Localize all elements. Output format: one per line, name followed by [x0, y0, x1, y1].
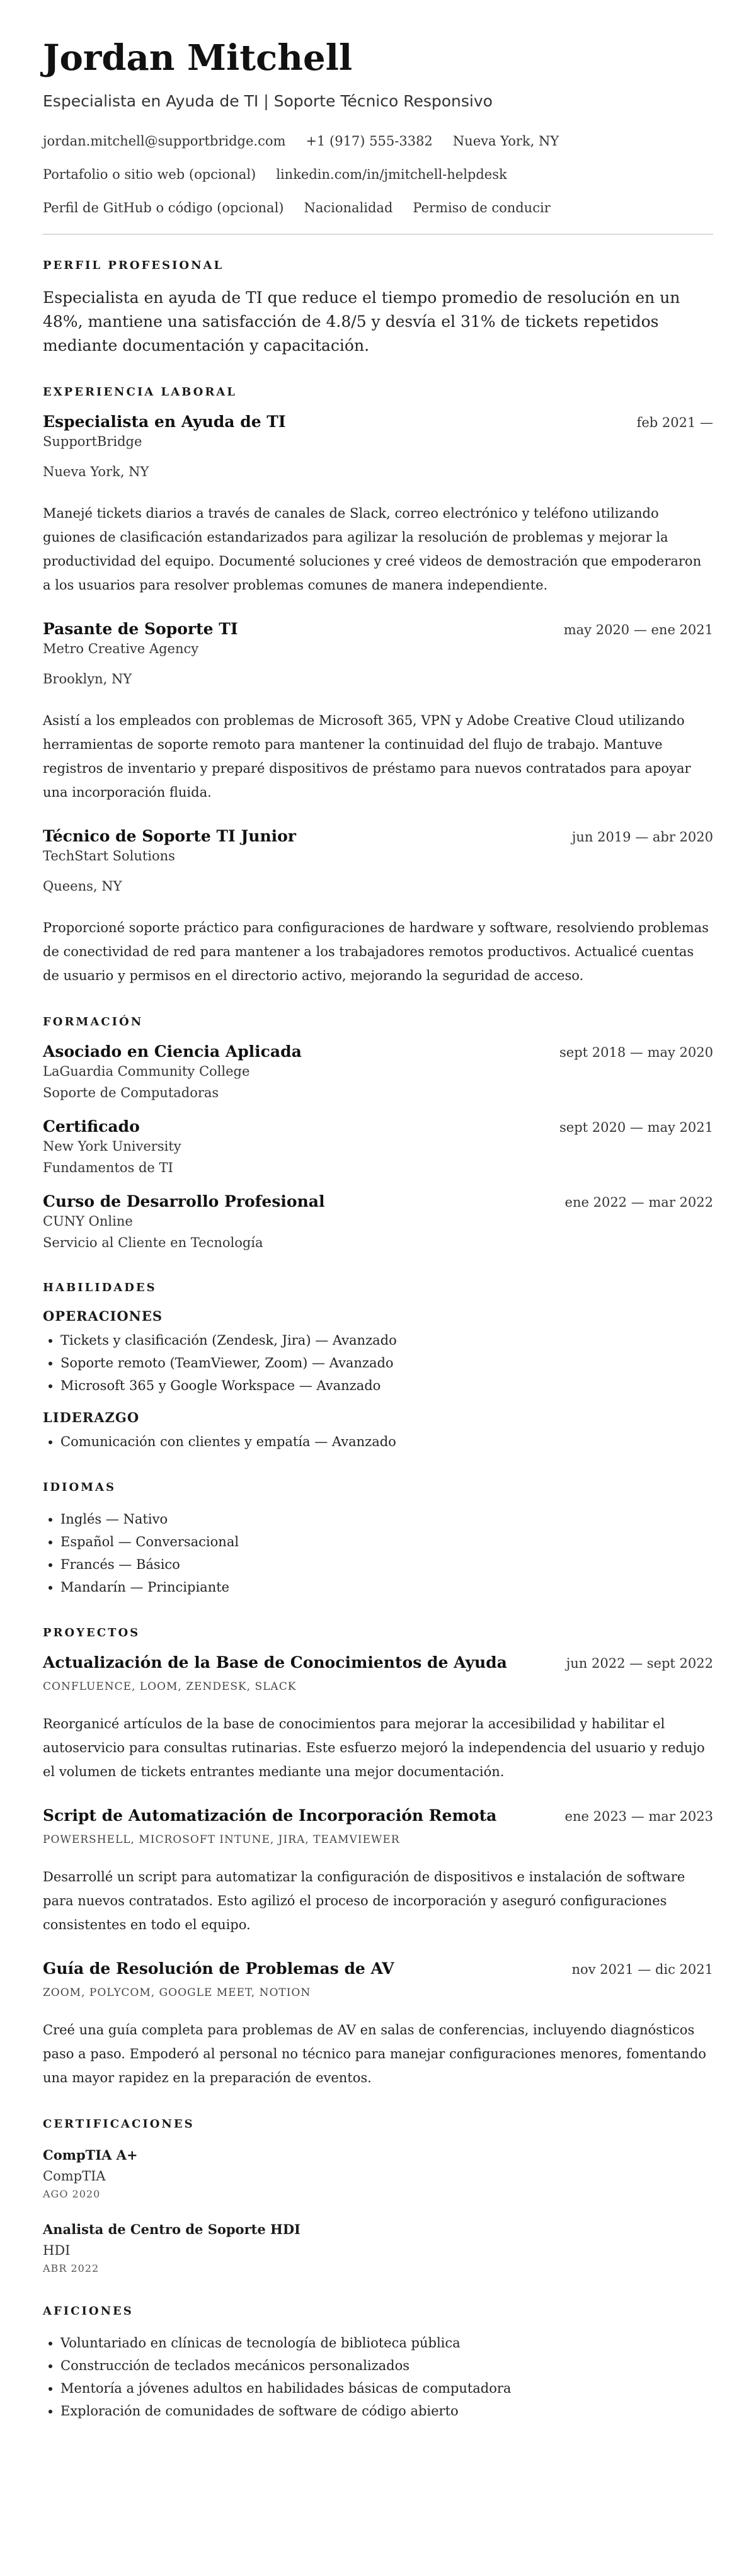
skill-item: • Soporte remoto (TeamViewer, Zoom) — Avanzado — [60, 1352, 713, 1374]
language-item: • Francés — Básico — [60, 1553, 713, 1576]
field-of-study: Fundamentos de TI — [43, 1160, 173, 1175]
contact-row-1 — [43, 132, 713, 151]
job-description: Asistí a los empleados con problemas de Microsoft 365, VPN y Adobe Creative Cloud utilizando herramientas de soporte remoto para mantener la continuidad del flujo de trabajo. Mantuve registros de inventario y preparé dispositivos de préstamo para nuevos contratados para apoyar una incorporación fluida. — [43, 712, 691, 800]
language-item: • Español — Conversacional — [60, 1530, 713, 1553]
skills-section — [43, 1281, 713, 1453]
education-entry — [43, 1192, 713, 1253]
degree-title: Curso de Desarrollo Profesional — [43, 1192, 325, 1211]
drivers-license-text: Permiso de conducir — [413, 200, 551, 215]
project-date: ene 2023 — mar 2023 — [564, 1808, 713, 1824]
project-description: Creé una guía completa para problemas de AV en salas de conferencias, incluyendo diagnósticos paso a paso. Empoderó al personal no técnico para manejar configuraciones menores, fomentando una mayor rapidez en la preparación de eventos. — [43, 2022, 706, 2085]
section-title: FORMACIÓN — [43, 1015, 144, 1029]
degree-title: Asociado en Ciencia Aplicada — [43, 1042, 302, 1061]
education-section — [43, 1015, 713, 1253]
project-tech: CONFLUENCE, LOOM, ZENDESK, SLACK — [43, 1680, 297, 1693]
entry-header — [43, 1653, 713, 1672]
company-name: TechStart Solutions — [43, 848, 175, 863]
hobby-item: • Construcción de teclados mecánicos personalizados — [60, 2354, 713, 2377]
project-description: Reorganicé artículos de la base de conocimientos para mejorar la accesibilidad y habilitar el autoservicio para consultas rutinarias. Este esfuerzo mejoró la independencia del usuario y redujo el volumen de tickets entrantes mediante una mejor documentación. — [43, 1716, 705, 1779]
skill-item: • Tickets y clasificación (Zendesk, Jira) — Avanzado — [60, 1329, 713, 1352]
portfolio-link[interactable]: Portafolio o sitio web (opcional) — [43, 166, 256, 182]
phone-link[interactable]: +1 (917) 555-3382 — [306, 133, 433, 149]
entry-header — [43, 1117, 713, 1136]
candidate-headline: Especialista en Ayuda de TI | Soporte Técnico Responsivo — [43, 91, 493, 110]
school-name: New York University — [43, 1138, 181, 1154]
entry-header — [43, 827, 713, 845]
github-link[interactable]: Perfil de GitHub o código (opcional) — [43, 200, 284, 215]
hobby-item: • Mentoría a jóvenes adultos en habilidades básicas de computadora — [60, 2377, 713, 2400]
projects-section — [43, 1626, 713, 2090]
experience-entry — [43, 620, 713, 804]
entry-header — [43, 1959, 713, 1978]
summary-section — [43, 259, 713, 358]
location-text: Nueva York, NY — [452, 133, 559, 149]
languages-section — [43, 1481, 713, 1599]
project-title: Script de Automatización de Incorporación Remota — [43, 1806, 497, 1825]
certification-name: Analista de Centro de Soporte HDI — [43, 2221, 301, 2237]
header-divider — [43, 234, 713, 235]
job-description: Manejé tickets diarios a través de canales de Slack, correo electrónico y teléfono utilizando guiones de clasificación estandarizados para agilizar la resolución de problemas y mejorar la productividad del equipo. Documenté soluciones y creé videos de demostración que empoderaron a los usuarios para resolver problemas comunes de manera independiente. — [43, 505, 702, 593]
entry-header — [43, 620, 713, 638]
job-date: may 2020 — ene 2021 — [563, 622, 713, 637]
certification-entry — [43, 2145, 713, 2203]
section-title: CERTIFICACIONES — [43, 2117, 195, 2131]
job-location: Nueva York, NY — [43, 464, 149, 479]
section-title: HABILIDADES — [43, 1280, 157, 1294]
experience-entry — [43, 827, 713, 988]
skill-item: • Comunicación con clientes y empatía — Avanzado — [60, 1430, 713, 1453]
degree-title: Certificado — [43, 1117, 140, 1136]
candidate-name: Jordan Mitchell — [43, 37, 353, 79]
certifications-section — [43, 2117, 713, 2277]
certification-issuer: CompTIA — [43, 2168, 106, 2184]
hobby-item: • Voluntariado en clínicas de tecnología de biblioteca pública — [60, 2332, 713, 2354]
summary-text: Especialista en ayuda de TI que reduce el tiempo promedio de resolución en un 48%, mantiene una satisfacción de 4.8/5 y desvía el 31% de tickets repetidos mediante documentación y capacitación. — [43, 288, 680, 355]
section-title: PERFIL PROFESIONAL — [43, 258, 224, 272]
email-link[interactable]: jordan.mitchell@supportbridge.com — [43, 133, 286, 149]
job-date: jun 2019 — abr 2020 — [571, 829, 713, 845]
entry-header — [43, 1192, 713, 1211]
skill-list — [43, 1329, 713, 1397]
hobby-item: • Exploración de comunidades de software de código abierto — [60, 2400, 713, 2422]
job-location: Queens, NY — [43, 878, 122, 894]
hobby-list — [43, 2332, 713, 2422]
field-of-study: Servicio al Cliente en Tecnología — [43, 1234, 263, 1250]
language-item: • Mandarín — Principiante — [60, 1576, 713, 1599]
project-title: Actualización de la Base de Conocimientos de Ayuda — [43, 1653, 507, 1672]
skill-item: • Microsoft 365 y Google Workspace — Avanzado — [60, 1374, 713, 1397]
section-title: IDIOMAS — [43, 1480, 117, 1494]
job-location: Brooklyn, NY — [43, 671, 132, 687]
skill-list — [43, 1430, 713, 1453]
degree-date: sept 2018 — may 2020 — [559, 1044, 713, 1060]
section-title: PROYECTOS — [43, 1626, 140, 1639]
skill-group-title: LIDERAZGO — [43, 1409, 140, 1425]
language-item: • Inglés — Nativo — [60, 1508, 713, 1530]
resume-header — [43, 39, 713, 217]
language-list — [43, 1508, 713, 1599]
job-date: feb 2021 — — [636, 414, 713, 430]
project-description: Desarrollé un script para automatizar la configuración de dispositivos e instalación de software para nuevos contratados. Esto agilizó el proceso de incorporación y aseguró configuraciones consistentes en todo el equipo. — [43, 1869, 685, 1932]
job-title: Técnico de Soporte TI Junior — [43, 826, 296, 845]
education-entry — [43, 1117, 713, 1178]
project-title: Guía de Resolución de Problemas de AV — [43, 1959, 394, 1978]
project-entry — [43, 1653, 713, 1784]
project-entry — [43, 1959, 713, 2090]
certification-entry — [43, 2219, 713, 2277]
contact-row-3 — [43, 198, 713, 217]
linkedin-link[interactable]: linkedin.com/in/jmitchell-helpdesk — [276, 166, 507, 182]
project-tech: ZOOM, POLYCOM, GOOGLE MEET, NOTION — [43, 1986, 311, 1999]
skill-group-title: OPERACIONES — [43, 1308, 163, 1324]
contact-row-2 — [43, 165, 713, 184]
job-title: Pasante de Soporte TI — [43, 619, 238, 638]
project-date: nov 2021 — dic 2021 — [571, 1961, 713, 1977]
project-tech: POWERSHELL, MICROSOFT INTUNE, JIRA, TEAMVIEWER — [43, 1833, 400, 1846]
project-entry — [43, 1806, 713, 1937]
school-name: CUNY Online — [43, 1213, 133, 1229]
nationality-text: Nacionalidad — [304, 200, 393, 215]
certification-date: AGO 2020 — [43, 2187, 101, 2200]
degree-date: ene 2022 — mar 2022 — [564, 1194, 713, 1210]
certification-date: ABR 2022 — [43, 2262, 100, 2274]
job-title: Especialista en Ayuda de TI — [43, 412, 286, 431]
certification-name: CompTIA A+ — [43, 2146, 138, 2163]
experience-section — [43, 385, 713, 988]
company-name: Metro Creative Agency — [43, 641, 199, 656]
certification-issuer: HDI — [43, 2242, 71, 2258]
degree-date: sept 2020 — may 2021 — [559, 1119, 713, 1135]
experience-entry — [43, 413, 713, 597]
company-name: SupportBridge — [43, 433, 142, 449]
entry-header — [43, 1042, 713, 1061]
project-date: jun 2022 — sept 2022 — [566, 1655, 713, 1671]
job-description: Proporcioné soporte práctico para configuraciones de hardware y software, resolviendo problemas de conectividad de red para mantener a los trabajadores remotos productivos. Actualicé cuentas de usuario y permisos en el directorio activo, mejorando la seguridad de acceso. — [43, 920, 709, 983]
entry-header — [43, 413, 713, 431]
entry-header — [43, 1806, 713, 1825]
education-entry — [43, 1042, 713, 1103]
section-title: EXPERIENCIA LABORAL — [43, 385, 237, 399]
field-of-study: Soporte de Computadoras — [43, 1085, 219, 1100]
school-name: LaGuardia Community College — [43, 1063, 250, 1079]
hobbies-section — [43, 2305, 713, 2422]
section-title: AFICIONES — [43, 2304, 134, 2318]
